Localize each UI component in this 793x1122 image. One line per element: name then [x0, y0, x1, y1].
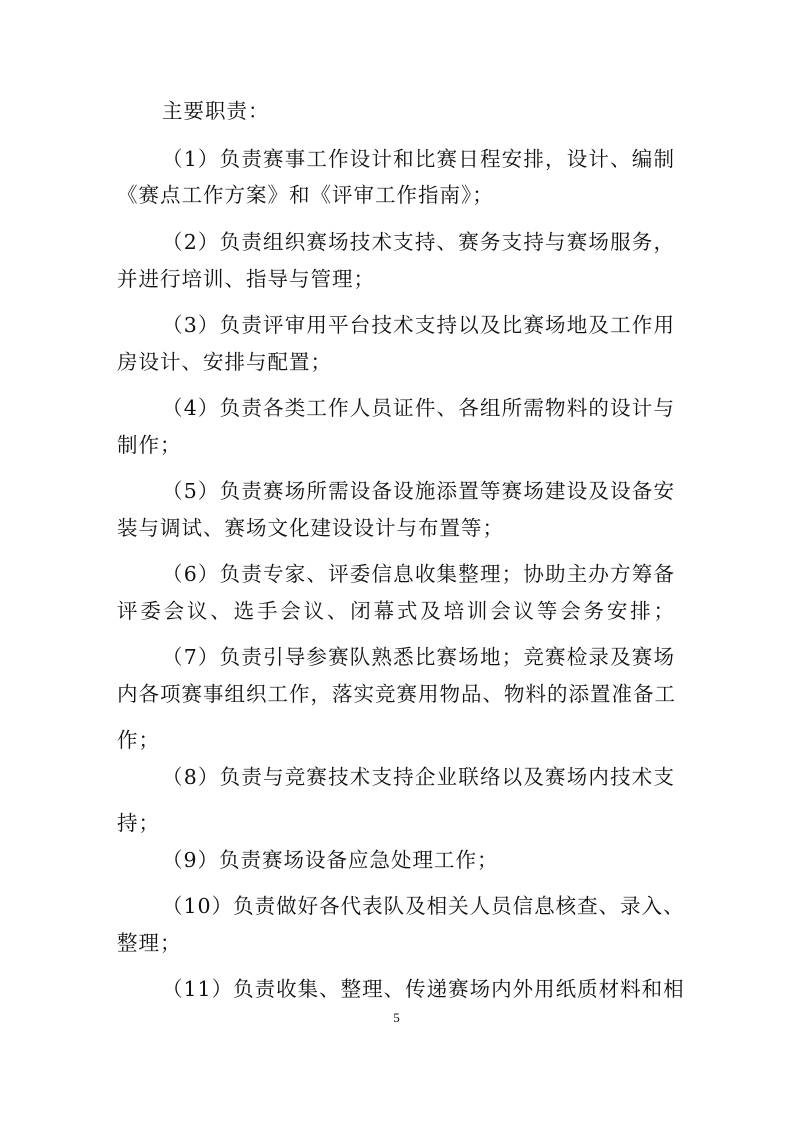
- page-number: 5: [393, 1010, 400, 1025]
- duty-item-7-line-3: 作；: [117, 728, 160, 752]
- duty-item-9-line-1: （9）负责赛场设备应急处理工作；: [162, 848, 499, 872]
- duty-item-7-line-2: 内各项赛事组织工作，落实竞赛用物品、物料的添置准备工: [117, 682, 676, 706]
- duty-item-1-line-2: 《赛点工作方案》和《评审工作指南》；: [117, 183, 494, 207]
- duty-item-6-line-1: （6）负责专家、评委信息收集整理；协助主办方筹备: [162, 562, 675, 586]
- duty-item-3-line-2: 房设计、安排与配置；: [117, 350, 332, 374]
- section-heading: 主要职责：: [162, 99, 270, 123]
- duty-item-4-line-1: （4）负责各类工作人员证件、各组所需物料的设计与: [162, 396, 675, 420]
- duty-item-2-line-2: 并进行培训、指导与管理；: [117, 267, 375, 291]
- duty-item-10-line-1: （10）负责做好各代表队及相关人员信息核查、录入、: [162, 894, 685, 918]
- duty-item-10-line-2: 整理；: [117, 931, 182, 955]
- duty-item-3-line-1: （3）负责评审用平台技术支持以及比赛场地及工作用: [162, 313, 675, 337]
- duty-item-11-line-1: （11）负责收集、整理、传递赛场内外用纸质材料和相: [162, 977, 685, 1001]
- duty-item-5-line-2: 装与调试、赛场文化建设设计与布置等；: [117, 516, 504, 540]
- duty-item-8-line-1: （8）负责与竞赛技术支持企业联络以及赛场内技术支: [162, 765, 675, 789]
- duty-item-1-line-1: （1）负责赛事工作设计和比赛日程安排，设计、编制: [162, 147, 675, 171]
- duty-item-4-line-2: 制作；: [117, 433, 182, 457]
- duty-item-7-line-1: （7）负责引导参赛队熟悉比赛场地；竞赛检录及赛场: [162, 645, 675, 669]
- duty-item-8-line-2: 持；: [117, 811, 160, 835]
- duty-item-5-line-1: （5）负责赛场所需设备设施添置等赛场建设及设备安: [162, 479, 675, 503]
- duty-item-2-line-1: （2）负责组织赛场技术支持、赛务支持与赛场服务，: [162, 230, 675, 254]
- duty-item-6-line-2: 评委会议、选手会议、闭幕式及培训会议等会务安排；: [117, 599, 675, 623]
